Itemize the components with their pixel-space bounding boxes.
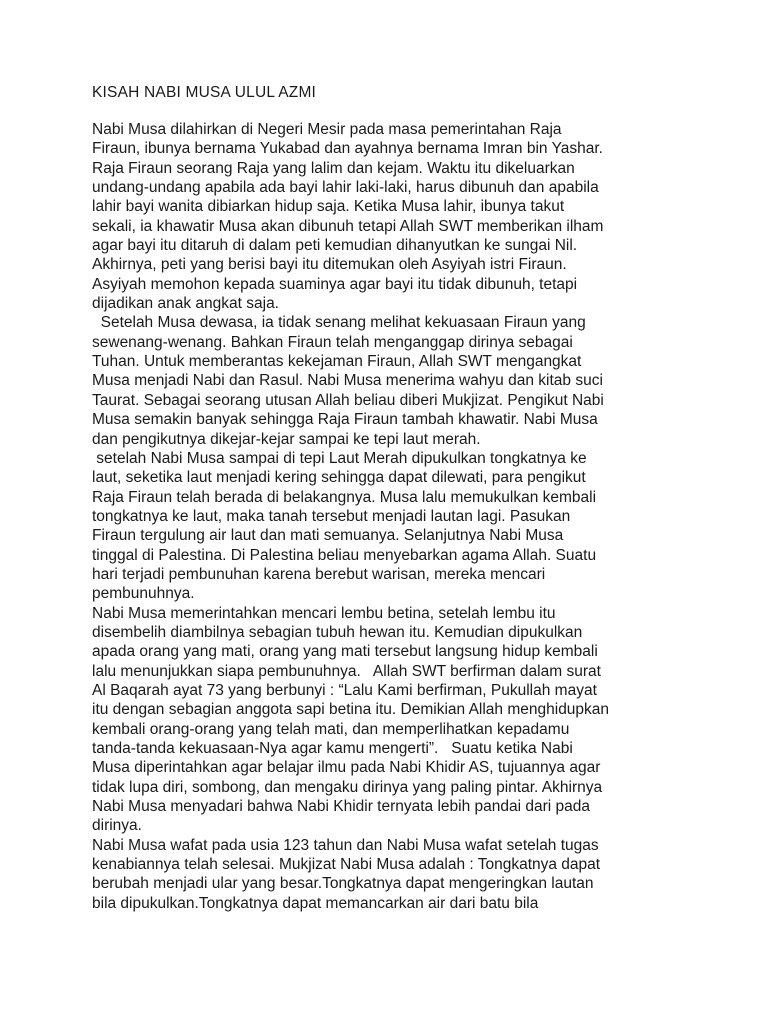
- text-line: lahir bayi wanita dibiarkan hidup saja. Ketika Musa lahir, ibunya takut: [92, 198, 565, 216]
- text-line: laut, seketika laut menjadi kering sehingga dapat dilewati, para pengikut: [92, 469, 586, 487]
- text-line: Musa diperintahkan agar belajar ilmu pada Nabi Khidir AS, tujuannya agar: [92, 759, 601, 777]
- text-line: berubah menjadi ular yang besar.Tongkatnya dapat mengeringkan lautan: [92, 875, 594, 893]
- text-line: tidak lupa diri, sombong, dan mengaku dirinya yang paling pintar. Akhirnya: [92, 778, 603, 796]
- text-line: kenabiannya telah selesai. Mukjizat Nabi Musa adalah : Tongkatnya dapat: [92, 856, 601, 874]
- text-line: Raja Firaun telah berada di belakangnya. Musa lalu memukulkan kembali: [92, 488, 597, 506]
- text-line: Nabi Musa wafat pada usia 123 tahun dan Nabi Musa wafat setelah tugas: [92, 836, 599, 854]
- text-line: Raja Firaun seorang Raja yang lalim dan kejam. Waktu itu dikeluarkan: [92, 159, 575, 177]
- text-line: Musa semakin banyak sehingga Raja Firaun tambah khawatir. Nabi Musa: [92, 411, 598, 429]
- text-line: Tuhan. Untuk memberantas kekejaman Firaun, Allah SWT mengangkat: [92, 353, 582, 371]
- text-line: Nabi Musa memerintahkan mencari lembu betina, setelah lembu itu: [92, 604, 556, 622]
- text-line: undang-undang apabila ada bayi lahir laki-laki, harus dibunuh dan apabila: [92, 179, 599, 197]
- text-line: dirinya.: [92, 817, 142, 835]
- text-line: Al Baqarah ayat 73 yang berbunyi : “Lalu Kami berfirman, Pukullah mayat: [92, 681, 597, 699]
- text-line: setelah Nabi Musa sampai di tepi Laut Merah dipukulkan tongkatnya ke: [92, 449, 587, 467]
- text-line: dan pengikutnya dikejar-kejar sampai ke tepi laut merah.: [92, 430, 481, 448]
- document-title: KISAH NABI MUSA ULUL AZMI: [92, 84, 317, 101]
- text-line: bila dipukulkan.Tongkatnya dapat memancarkan air dari batu bila: [92, 894, 539, 912]
- text-line: itu dengan sebagian anggota sapi betina itu. Demikian Allah menghidupkan: [92, 701, 610, 719]
- text-line: agar bayi itu ditaruh di dalam peti kemudian dihanyutkan ke sungai Nil.: [92, 237, 578, 255]
- text-line: tongkatnya ke laut, maka tanah tersebut menjadi lautan lagi. Pasukan: [92, 507, 571, 525]
- text-line: tanda-tanda kekuasaan-Nya agar kamu mengerti”. Suatu ketika Nabi: [92, 740, 573, 757]
- text-line: pembunuhnya.: [92, 585, 195, 603]
- text-line: apada orang yang mati, orang yang mati tersebut langsung hidup kembali: [92, 643, 598, 661]
- text-line: Setelah Musa dewasa, ia tidak senang melihat kekuasaan Firaun yang: [92, 314, 586, 332]
- text-line: Nabi Musa dilahirkan di Negeri Mesir pada masa pemerintahan Raja: [92, 121, 562, 138]
- text-line: lalu menunjukkan siapa pembunuhnya. Allah SWT berfirman dalam surat: [92, 662, 601, 680]
- text-line: Taurat. Sebagai seorang utusan Allah beliau diberi Mukjizat. Pengikut Nabi: [92, 391, 604, 409]
- text-line: sewenang-wenang. Bahkan Firaun telah menganggap dirinya sebagai: [92, 333, 573, 351]
- document-body: [92, 120, 732, 913]
- text-line: kembali orang-orang yang telah mati, dan memperlihatkan kepadamu: [92, 720, 570, 738]
- text-line: Asyiyah memohon kepada suaminya agar bayi itu tidak dibunuh, tetapi: [92, 275, 578, 293]
- text-line: tinggal di Palestina. Di Palestina beliau menyebarkan agama Allah. Suatu: [92, 546, 597, 564]
- text-line: Firaun, ibunya bernama Yukabad dan ayahnya bernama Imran bin Yashar.: [92, 140, 603, 158]
- text-line: disembelih diambilnya sebagian tubuh hewan itu. Kemudian dipukulkan: [92, 623, 583, 641]
- text-line: sekali, ia khawatir Musa akan dibunuh tetapi Allah SWT memberikan ilham: [92, 217, 604, 235]
- text-line: dijadikan anak angkat saja.: [92, 295, 279, 313]
- text-line: Nabi Musa menyadari bahwa Nabi Khidir ternyata lebih pandai dari pada: [92, 798, 591, 816]
- text-line: hari terjadi pembunuhan karena berebut warisan, mereka mencari: [92, 565, 546, 583]
- text-line: Musa menjadi Nabi dan Rasul. Nabi Musa menerima wahyu dan kitab suci: [92, 372, 603, 390]
- text-line: Firaun tergulung air laut dan mati semuanya. Selanjutnya Nabi Musa: [92, 527, 564, 545]
- text-line: Akhirnya, peti yang berisi bayi itu ditemukan oleh Asyiyah istri Firaun.: [92, 256, 567, 274]
